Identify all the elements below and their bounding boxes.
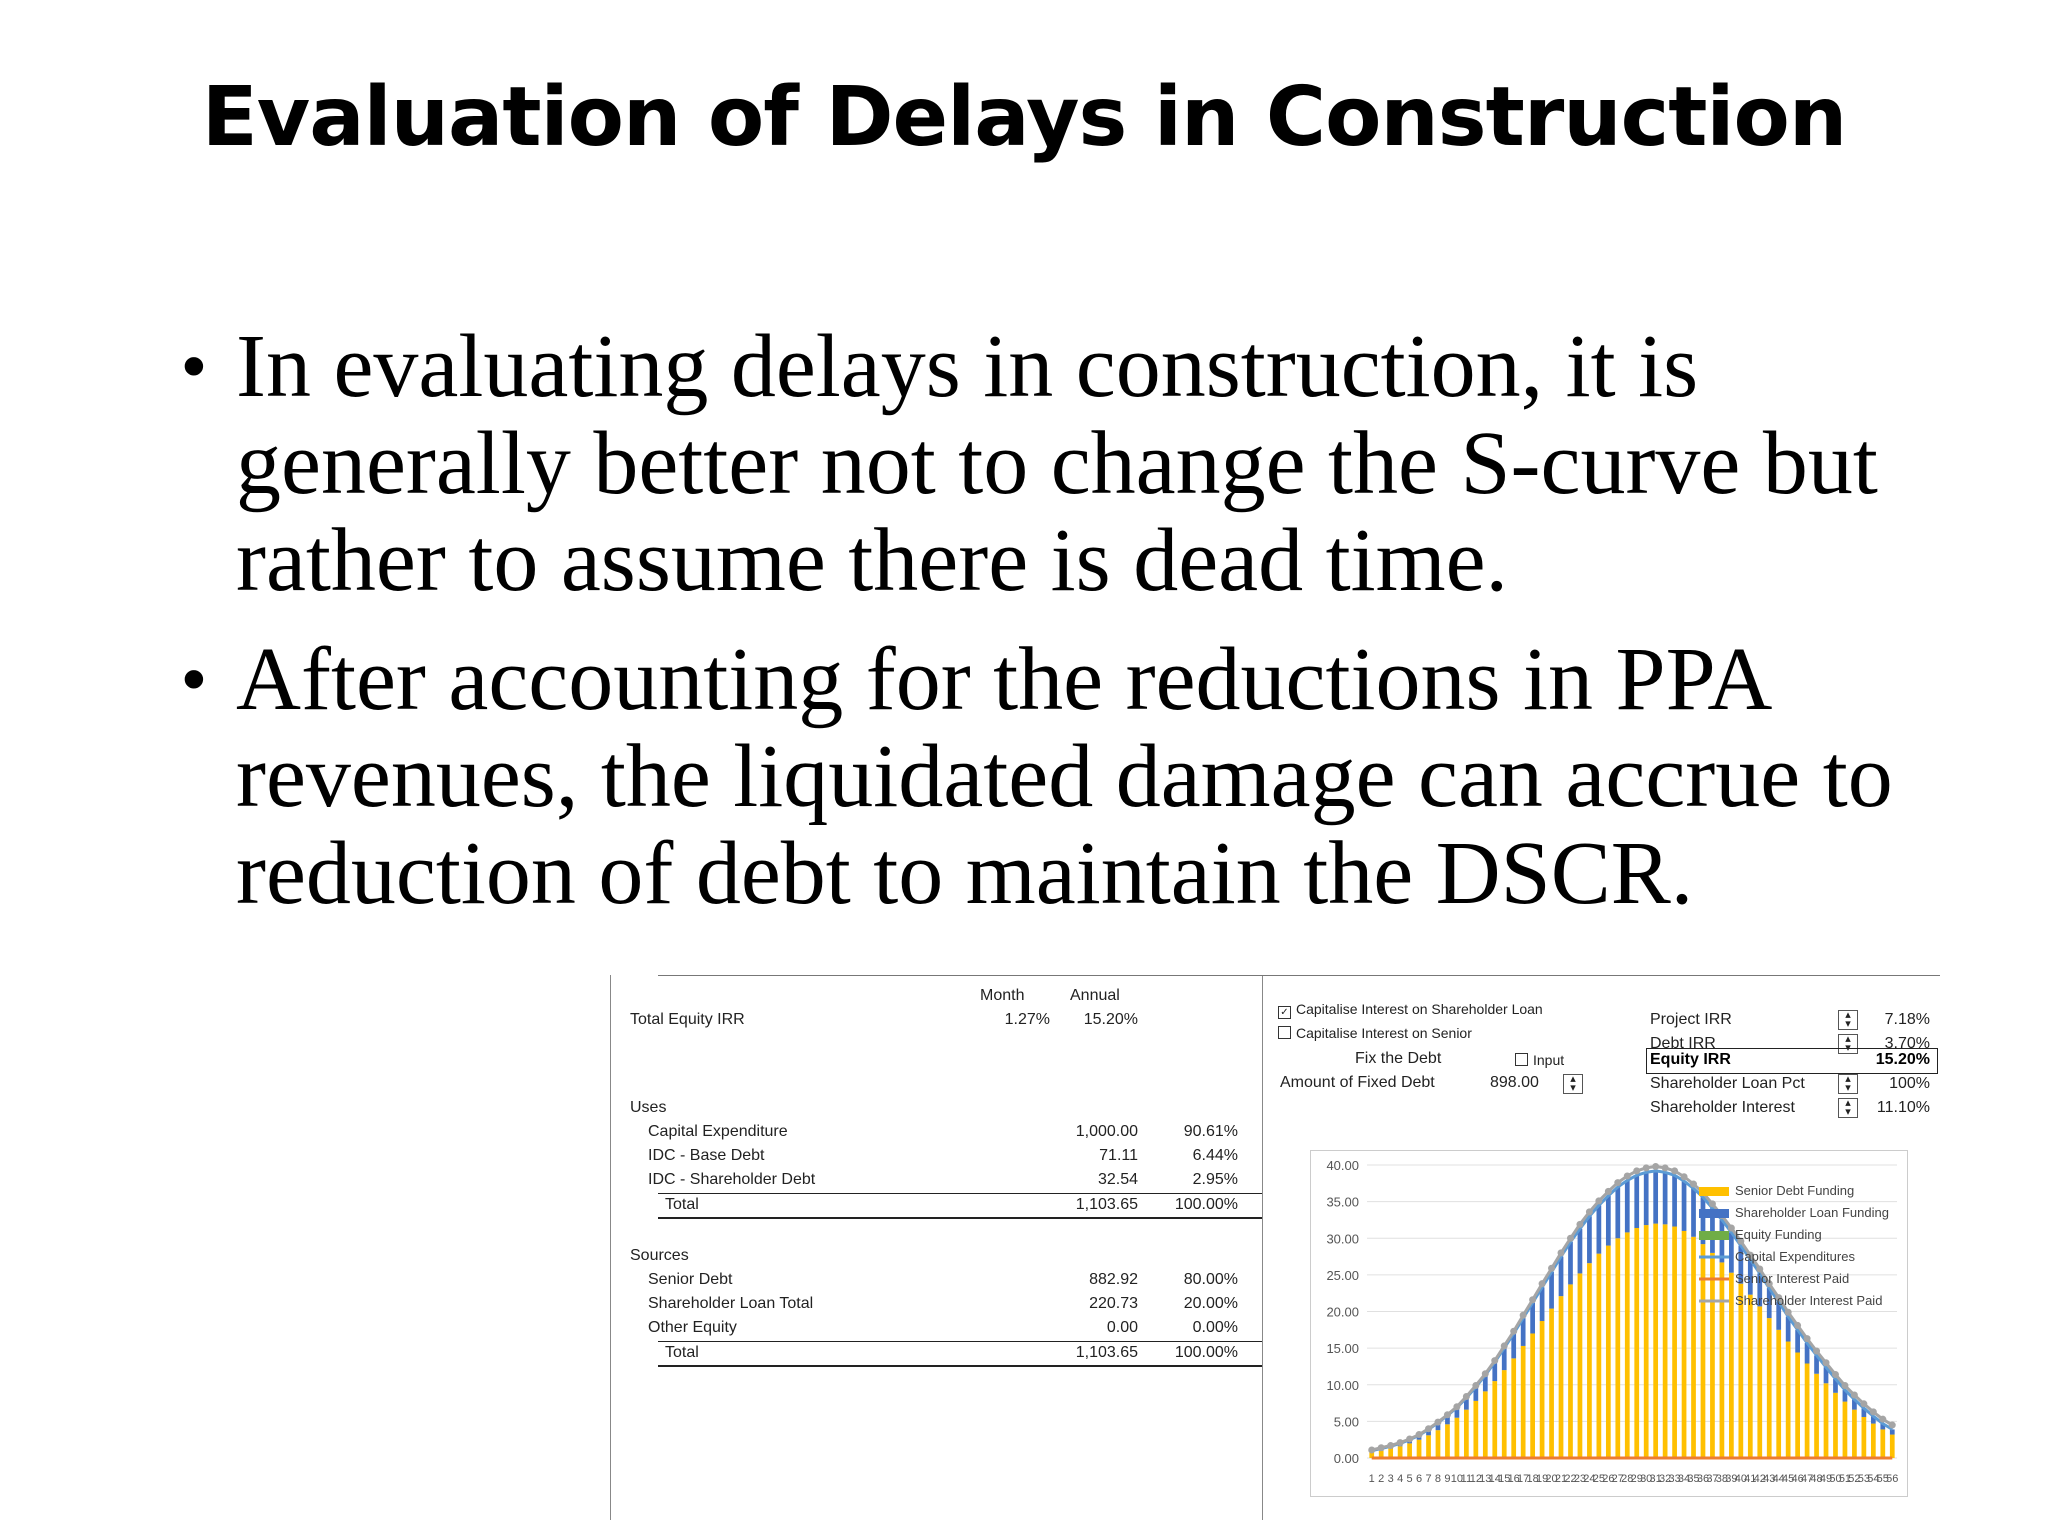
spreadsheet-image [610,975,1940,1520]
spinner-down-icon[interactable]: ▾ [1845,1106,1851,1118]
data-point [1813,1348,1820,1355]
data-point [1567,1235,1574,1242]
x-tick-label: 3 [1387,1473,1394,1485]
x-tick-label: 19 [1535,1473,1549,1485]
bar [1710,1253,1715,1458]
x-tick-label: 31 [1649,1473,1662,1485]
legend-label: Capital Expenditures [1735,1249,1855,1264]
bar [1691,1188,1696,1236]
x-tick-label: 52 [1848,1473,1861,1485]
uses-header: Uses [630,1099,667,1116]
uses-total-pct: 100.00% [1174,1196,1238,1213]
bar [1767,1318,1772,1458]
x-tick-label: 16 [1507,1473,1520,1485]
x-tick-label: 26 [1602,1473,1615,1485]
spinner-up-icon[interactable]: ▴ [1845,1009,1851,1021]
metric-value: 3.70% [1884,1035,1930,1052]
bar [1890,1429,1895,1434]
x-tick-label: 9 [1444,1473,1451,1485]
x-tick-label: 12 [1469,1473,1482,1485]
data-point [1804,1335,1811,1342]
data-point [1416,1431,1423,1438]
sources-row-label: Other Equity [648,1319,737,1336]
capitalise-shareholder-label: Capitalise Interest on Shareholder Loan [1296,1001,1543,1017]
data-point [1728,1224,1735,1231]
x-tick-label: 33 [1668,1473,1681,1485]
x-tick-label: 18 [1526,1473,1539,1485]
bar [1625,1180,1630,1232]
uses-total-underline [658,1217,1262,1219]
bar [1890,1435,1895,1458]
bar [1795,1353,1800,1458]
sources-total-underline [658,1365,1262,1367]
metric-label: Shareholder Loan Pct [1650,1075,1805,1092]
x-tick-label: 8 [1434,1473,1442,1485]
spinner-up-icon[interactable]: ▴ [1570,1073,1576,1085]
col-annual-header: Annual [1070,987,1120,1004]
legend-swatch [1699,1187,1729,1196]
uses-total-label: Total [665,1196,699,1213]
y-tick-label: 0.00 [1333,1451,1359,1466]
fixed-debt-label: Amount of Fixed Debt [1280,1074,1435,1091]
sources-header: Sources [630,1247,689,1264]
sources-row-label: Senior Debt [648,1271,733,1288]
uses-row-label: IDC - Base Debt [648,1147,765,1164]
bullet-text: After accounting for the reductions in PPA revenues, the liquidated damage can accrue to reduction of debt to maintain the DSCR. [236,630,1893,923]
capitalise-senior-option[interactable] [1278,1025,1472,1041]
x-tick-label: 13 [1479,1473,1492,1485]
bar [1483,1391,1488,1458]
bar [1701,1244,1706,1458]
y-tick-label: 25.00 [1326,1267,1359,1283]
x-tick-label: 6 [1415,1473,1423,1485]
x-tick-label: 4 [1397,1473,1404,1485]
bullet-dot: • [182,328,206,404]
bar [1833,1393,1838,1458]
data-point [1501,1342,1508,1349]
bar [1407,1443,1412,1458]
x-tick-label: 49 [1819,1473,1833,1485]
legend-label: Senior Debt Funding [1735,1183,1855,1198]
metric-label: Project IRR [1650,1011,1732,1028]
x-tick-label: 22 [1564,1473,1577,1485]
sources-row-pct: 0.00% [1192,1319,1238,1336]
metric-label: Equity IRR [1650,1051,1731,1068]
data-point [1548,1265,1555,1272]
bar [1615,1238,1620,1458]
bullet-dot: • [182,641,206,717]
x-tick-label: 56 [1886,1473,1899,1485]
bar [1587,1216,1592,1263]
bar [1436,1430,1441,1458]
x-tick-label: 11 [1460,1473,1473,1485]
data-point [1794,1322,1801,1329]
data-point [1879,1416,1886,1423]
bar [1615,1187,1620,1238]
sources-row-value: 0.00 [1106,1319,1138,1336]
metric-label: Debt IRR [1650,1035,1716,1052]
funding-chart [1310,1150,1908,1497]
metric-spinner[interactable] [1838,1074,1858,1094]
x-tick-label: 14 [1488,1473,1501,1485]
bullet-list [182,318,1982,944]
bar [1805,1364,1810,1458]
x-tick-label: 51 [1838,1473,1852,1485]
data-point [1823,1359,1830,1366]
data-point [1472,1382,1479,1389]
x-tick-label: 53 [1857,1473,1870,1485]
y-tick-label: 5.00 [1333,1414,1359,1430]
x-tick-label: 7 [1425,1473,1432,1485]
bar [1606,1196,1611,1246]
x-tick-label: 38 [1715,1473,1729,1485]
funding-chart-svg [1311,1151,1907,1496]
data-point [1510,1328,1517,1335]
bar [1682,1181,1687,1231]
x-tick-label: 2 [1378,1473,1385,1485]
data-point [1671,1167,1678,1174]
data-point [1595,1197,1602,1204]
data-point [1406,1435,1413,1442]
uses-row-label: Capital Expenditure [648,1123,788,1140]
bar [1464,1410,1469,1458]
bar [1445,1424,1450,1458]
bar [1597,1205,1602,1253]
x-tick-label: 46 [1791,1473,1804,1485]
x-tick-label: 34 [1677,1473,1691,1485]
x-tick-label: 35 [1687,1473,1700,1485]
capitalise-shareholder-option[interactable] [1278,1001,1543,1019]
sources-row-pct: 20.00% [1183,1295,1238,1312]
data-point [1870,1408,1877,1415]
data-point [1378,1444,1385,1451]
bar [1455,1418,1460,1458]
x-tick-label: 41 [1744,1473,1757,1485]
bar [1634,1175,1639,1228]
data-point [1576,1221,1583,1228]
left-border [610,975,611,1520]
bullet-item [182,631,1982,922]
bar [1738,1284,1743,1458]
bar [1549,1309,1554,1458]
x-tick-label: 42 [1753,1473,1766,1485]
data-point [1662,1164,1669,1171]
data-point [1851,1392,1858,1399]
data-point [1387,1442,1394,1449]
sources-total-rule [658,1341,1262,1342]
legend-label: Equity Funding [1735,1227,1822,1242]
col-month-header: Month [980,987,1025,1004]
sources-total-pct: 100.00% [1174,1344,1238,1361]
bar [1530,1333,1535,1458]
bar [1720,1262,1725,1458]
fix-debt-label: Fix the Debt [1355,1050,1442,1067]
legend-swatch [1699,1231,1729,1240]
x-tick-label: 47 [1800,1473,1814,1485]
bar [1568,1284,1573,1458]
data-point [1529,1296,1536,1303]
uses-row-pct: 90.61% [1183,1123,1238,1140]
x-tick-label: 20 [1545,1473,1558,1485]
bar [1843,1402,1848,1458]
x-tick-label: 55 [1876,1473,1889,1485]
bullet-text: In evaluating delays in construction, it is generally better not to change the S-curve but rather to assume there is dead time. [236,317,1878,610]
uses-total-value: 1,103.65 [1075,1196,1138,1213]
data-point [1463,1393,1470,1400]
data-point [1681,1173,1688,1180]
data-point [1633,1167,1640,1174]
bar [1757,1306,1762,1458]
spinner-down-icon[interactable]: ▾ [1845,1018,1851,1030]
data-point [1832,1371,1839,1378]
bar [1880,1429,1885,1458]
y-tick-label: 15.00 [1326,1341,1359,1357]
top-border [658,975,1940,976]
data-point [1652,1163,1659,1170]
metric-value: 100% [1889,1075,1930,1092]
data-point [1434,1419,1441,1426]
fix-debt-input-option[interactable] [1515,1052,1564,1068]
metric-label: Shareholder Interest [1650,1099,1795,1116]
y-tick-label: 10.00 [1326,1377,1359,1393]
x-tick-label: 5 [1406,1473,1413,1485]
x-tick-label: 15 [1498,1473,1511,1485]
bullet-item [182,318,1982,609]
data-point [1709,1200,1716,1207]
data-point [1860,1400,1867,1407]
data-point [1690,1181,1697,1188]
legend-label: Senior Interest Paid [1735,1271,1850,1286]
data-point [1453,1403,1460,1410]
data-point [1889,1422,1896,1429]
x-tick-label: 37 [1706,1473,1719,1485]
bar [1644,1172,1649,1225]
uses-row-pct: 6.44% [1192,1147,1238,1164]
unchecked-checkbox[interactable] [1278,1026,1291,1039]
metric-spinner[interactable] [1838,1010,1858,1030]
bar [1417,1440,1422,1458]
spinner-up-icon[interactable]: ▴ [1845,1097,1851,1109]
uses-row-value: 32.54 [1097,1171,1138,1188]
bar [1559,1296,1564,1458]
x-tick-label: 44 [1772,1473,1785,1485]
bar [1578,1229,1583,1274]
metric-spinner[interactable] [1838,1098,1858,1118]
data-point [1614,1179,1621,1186]
bar [1559,1257,1564,1297]
center-divider [1262,975,1263,1520]
bar [1729,1232,1734,1272]
x-tick-label: 39 [1725,1473,1738,1485]
data-point [1368,1446,1375,1453]
sources-total-value: 1,103.65 [1075,1344,1138,1361]
data-point [1520,1312,1527,1319]
x-tick-label: 50 [1829,1473,1842,1485]
bar [1578,1273,1583,1458]
x-tick-label: 32 [1659,1473,1672,1485]
data-point [1482,1370,1489,1377]
x-tick-label: 17 [1517,1473,1530,1485]
slide-title: Evaluation of Delays in Construction [201,70,1847,165]
x-tick-label: 43 [1763,1473,1776,1485]
x-tick-label: 48 [1810,1473,1823,1485]
spinner-down-icon[interactable]: ▾ [1845,1042,1851,1054]
uses-total-rule [658,1193,1262,1194]
bar [1473,1401,1478,1458]
bar [1521,1346,1526,1458]
bar [1691,1237,1696,1458]
data-point [1539,1280,1546,1287]
y-tick-label: 35.00 [1326,1194,1359,1210]
x-tick-label: 23 [1573,1473,1587,1485]
data-point [1605,1188,1612,1195]
bar [1871,1424,1876,1458]
spinner-down-icon[interactable]: ▾ [1845,1082,1851,1094]
capitalise-senior-label: Capitalise Interest on Senior [1296,1025,1472,1041]
data-point [1785,1309,1792,1316]
x-tick-label: 10 [1450,1473,1464,1485]
bar [1625,1232,1630,1458]
x-tick-label: 28 [1621,1473,1634,1485]
spinner-up-icon[interactable]: ▴ [1845,1033,1851,1045]
total-equity-irr-label: Total Equity IRR [630,1011,745,1028]
spinner-down-icon[interactable]: ▾ [1570,1082,1576,1094]
bar [1511,1358,1516,1458]
uses-row-pct: 2.95% [1192,1171,1238,1188]
bar [1862,1417,1867,1458]
bar [1634,1228,1639,1458]
uses-row-label: IDC - Shareholder Debt [648,1171,816,1188]
x-tick-label: 27 [1611,1473,1624,1485]
x-tick-label: 54 [1867,1473,1880,1485]
x-tick-label: 21 [1554,1473,1568,1485]
unchecked-checkbox[interactable] [1515,1053,1528,1066]
data-point [1425,1425,1432,1432]
x-tick-label: 24 [1583,1473,1596,1485]
bar [1606,1246,1611,1458]
bar [1597,1254,1602,1458]
bar [1540,1321,1545,1458]
bar [1653,1224,1658,1458]
bar [1587,1263,1592,1458]
checked-checkbox[interactable]: ✓ [1278,1006,1291,1019]
fixed-debt-value[interactable]: 898.00 [1490,1074,1539,1091]
irr-annual-value: 15.20% [1083,1011,1138,1028]
bar [1748,1295,1753,1458]
legend-label: Shareholder Loan Funding [1735,1205,1889,1220]
bar [1682,1231,1687,1458]
uses-row-value: 71.11 [1099,1147,1138,1164]
x-tick-label: 29 [1630,1473,1643,1485]
x-tick-label: 40 [1734,1473,1747,1485]
bar [1824,1383,1829,1458]
sources-row-pct: 80.00% [1183,1271,1238,1288]
sources-row-value: 220.73 [1089,1295,1138,1312]
sources-row-value: 882.92 [1089,1271,1138,1288]
bar [1644,1225,1649,1458]
bar [1786,1342,1791,1458]
x-tick-label: 36 [1696,1473,1710,1485]
bar [1672,1175,1677,1226]
bar [1729,1273,1734,1458]
data-point [1558,1249,1565,1256]
data-point [1444,1411,1451,1418]
legend-label: Shareholder Interest Paid [1735,1293,1883,1308]
y-tick-label: 20.00 [1326,1304,1359,1320]
bar [1502,1370,1507,1458]
bar [1568,1242,1573,1284]
uses-row-value: 1,000.00 [1075,1123,1138,1140]
metric-value: 11.10% [1876,1099,1930,1116]
spinner-up-icon[interactable]: ▴ [1845,1073,1851,1085]
bar [1663,1224,1668,1458]
fixed-debt-spinner[interactable] [1563,1074,1583,1094]
bar [1663,1172,1668,1224]
x-tick-label: 45 [1782,1473,1795,1485]
sources-row-label: Shareholder Loan Total [648,1295,814,1312]
irr-month-value: 1.27% [1004,1011,1050,1028]
bar [1398,1446,1403,1458]
bar [1776,1330,1781,1458]
bar [1492,1381,1497,1458]
data-point [1491,1357,1498,1364]
bar [1426,1435,1431,1458]
metric-value: 15.20% [1875,1051,1930,1068]
data-point [1397,1439,1404,1446]
bar [1653,1171,1658,1224]
metric-value: 7.18% [1884,1011,1930,1028]
data-point [1624,1172,1631,1179]
x-tick-label: 1 [1368,1473,1375,1485]
data-point [1841,1382,1848,1389]
legend-swatch [1699,1209,1729,1218]
sources-total-label: Total [665,1344,699,1361]
bar [1814,1374,1819,1458]
x-tick-label: 30 [1640,1473,1653,1485]
data-point [1586,1208,1593,1215]
y-tick-label: 40.00 [1326,1158,1359,1173]
y-tick-label: 30.00 [1326,1231,1359,1247]
input-label: Input [1533,1052,1565,1068]
bar [1672,1227,1677,1458]
bar [1852,1410,1857,1458]
x-tick-label: 25 [1592,1473,1605,1485]
data-point [1643,1164,1650,1171]
